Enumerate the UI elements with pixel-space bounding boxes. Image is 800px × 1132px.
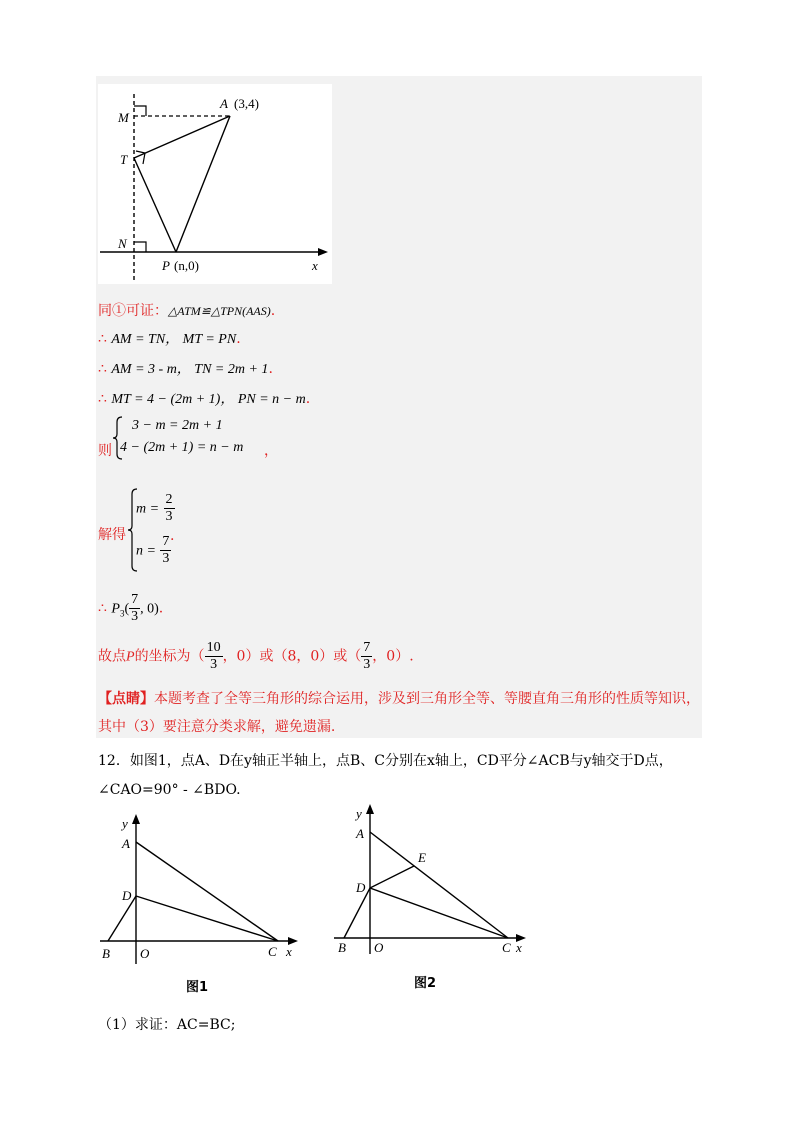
line2-suffix: . [236, 331, 241, 347]
fig-top-label-A: A [220, 96, 228, 111]
fig2-label-O: O [374, 940, 384, 955]
solve-n [136, 534, 171, 567]
solution-line-4 [98, 388, 310, 408]
figure-2-caption: 图2 [414, 976, 437, 991]
question-part-1: （1）求证：AC=BC; [98, 1017, 236, 1033]
answer-mid: 的坐标为（ [134, 648, 205, 665]
answer-prefix: 故点 [98, 648, 126, 665]
figure-top-diagram [98, 84, 332, 284]
fig1-label-A: A [122, 836, 130, 851]
fraction-denominator: 3 [131, 609, 139, 624]
question-line-2: ∠CAO=90° - ∠BDO. [98, 782, 241, 798]
answer-fraction-3 [361, 640, 372, 673]
fraction-numerator: 7 [131, 592, 139, 607]
fraction-denominator: 3 [210, 657, 218, 672]
answer-line [98, 640, 414, 673]
comment-text-1: 本题考查了全等三角形的综合运用，涉及到三角形全等、等腰直角三角形的性质等知识， [154, 691, 700, 707]
fig-top-label-T: T [120, 152, 128, 167]
fig1-label-D: D [122, 888, 132, 903]
figure-1-caption: 图1 [186, 980, 209, 995]
fig-top-label-N: N [118, 236, 127, 251]
fig2-label-B: B [338, 940, 346, 955]
line2-math: AM = TN， MT = PN [111, 332, 237, 347]
line1-prefix: 同①可证： [98, 303, 168, 319]
fig1-label-C: C [268, 944, 277, 959]
fig-top-label-P: P [162, 258, 170, 273]
fraction-numerator: 2 [165, 492, 173, 507]
question-line-1: 12．如图1，点A、D在y轴正半轴上，点B、C分别在x轴上，CD平分∠ACB与y轴交于D点， [98, 753, 673, 769]
fig2-label-D: D [356, 880, 366, 895]
p3-line [98, 592, 163, 625]
line4-math: MT = 4 − (2m + 1)， PN = n − m [111, 392, 306, 407]
p3-suffix: . [158, 600, 164, 617]
fraction-numerator: 7 [363, 640, 371, 655]
comment-line-1 [98, 688, 700, 708]
solution-line-1 [98, 300, 275, 320]
fraction-denominator: 3 [162, 551, 170, 566]
figure-2-diagram [330, 804, 534, 960]
solve-m-fraction [164, 492, 175, 525]
solve-m-lhs: m = [136, 501, 160, 517]
fraction-denominator: 3 [363, 657, 371, 672]
p3-subscript: 3 [119, 608, 125, 619]
answer-fraction-1 [205, 640, 223, 673]
system-suffix: ， [264, 443, 278, 459]
solve-suffix: . [170, 528, 175, 544]
fig2-label-y: y [356, 806, 362, 821]
solution-line-3 [98, 358, 273, 378]
line1-math: △ATM≌△TPN(AAS) [168, 304, 271, 318]
line4-suffix: . [305, 391, 311, 407]
system-eq-1: 3 − m = 2m + 1 [132, 418, 223, 433]
fig1-label-B: B [102, 946, 110, 961]
fig-top-label-M: M [118, 110, 129, 125]
fig1-label-y: y [122, 816, 128, 831]
fig-top-label-P-coord: (n,0) [174, 258, 199, 273]
p3-fraction [129, 592, 140, 625]
therefore-symbol: ∴ [98, 361, 107, 377]
answer-middle-values: ，0）或（8，0）或（ [222, 648, 362, 665]
fig1-label-x: x [286, 944, 292, 959]
therefore-symbol: ∴ [98, 600, 107, 617]
fig2-label-C: C [502, 940, 511, 955]
fraction-denominator: 3 [165, 509, 173, 524]
fig-top-label-A-coord: (3,4) [234, 96, 259, 111]
fraction-numerator: 7 [162, 534, 170, 549]
comment-tag: 【点睛】 [98, 691, 154, 707]
solve-prefix: 解得 [98, 527, 126, 543]
fig1-label-O: O [140, 946, 150, 961]
solve-m [136, 492, 175, 525]
system-eq-2: 4 − (2m + 1) = n − m [120, 440, 244, 455]
fig-top-label-x: x [312, 258, 318, 273]
line3-math: AM = 3 - m， TN = 2m + 1 [111, 362, 269, 377]
p3-open-paren: ( [124, 601, 130, 617]
therefore-symbol: ∴ [98, 331, 107, 347]
answer-tail: ，0）. [372, 648, 414, 665]
p3-close: , 0) [140, 601, 159, 617]
fig2-label-E: E [418, 850, 426, 865]
line1-suffix: . [270, 303, 276, 319]
answer-point-label: P [126, 649, 135, 665]
fig2-label-A: A [356, 826, 364, 841]
p3-label: P [111, 601, 120, 617]
therefore-symbol: ∴ [98, 391, 107, 407]
line3-suffix: . [268, 361, 273, 377]
solve-n-lhs: n = [136, 543, 156, 559]
figure-1-diagram [96, 814, 306, 974]
comment-line-2: 其中（3）要注意分类求解，避免遗漏. [98, 719, 336, 735]
fig2-label-x: x [516, 940, 522, 955]
solution-line-2 [98, 328, 241, 348]
fraction-numerator: 10 [206, 640, 221, 655]
system-prefix: 则 [98, 443, 112, 459]
